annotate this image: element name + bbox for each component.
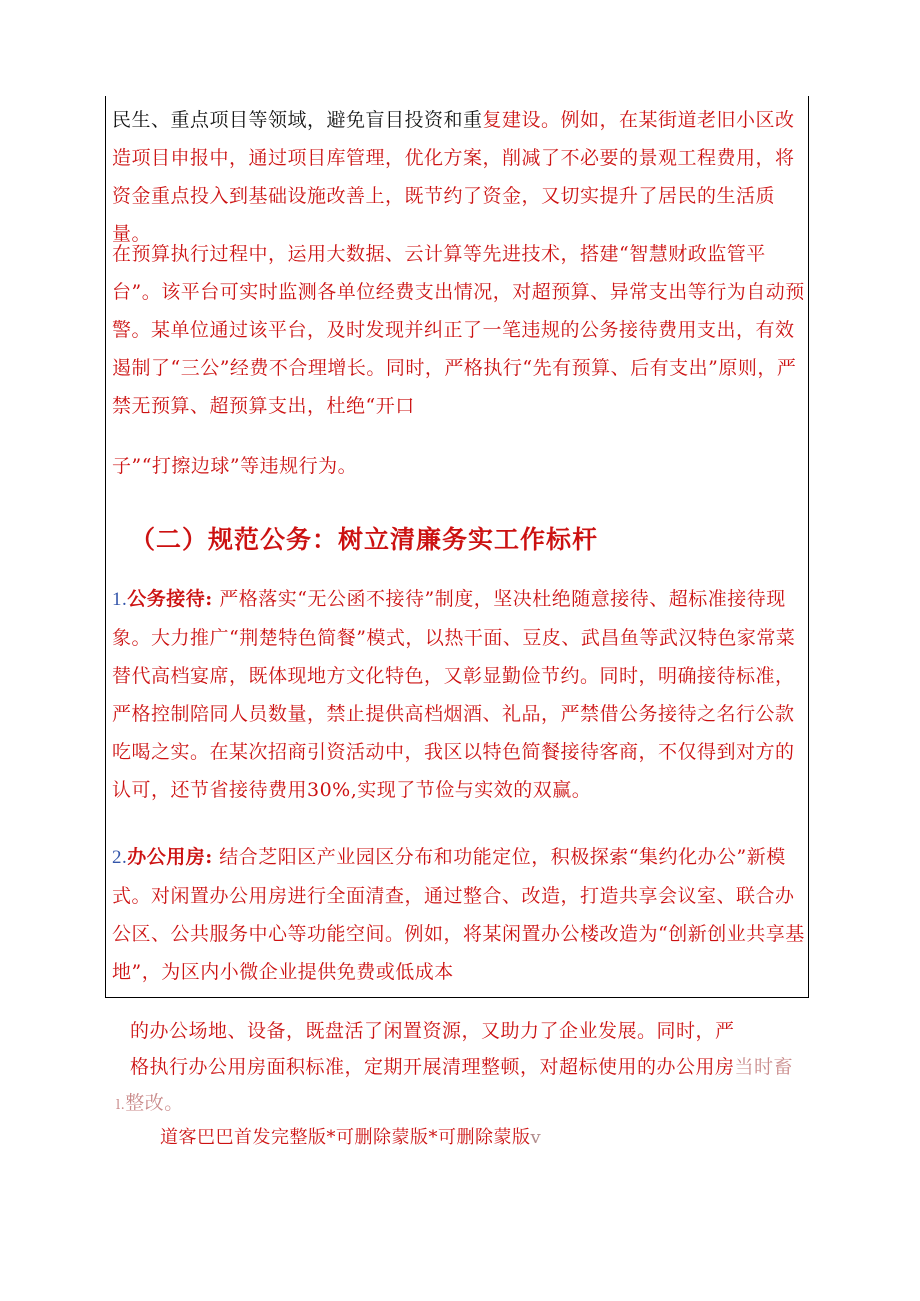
footer-end: v [530, 1127, 542, 1148]
paragraph-smart-finance [112, 235, 806, 425]
footer-text: 道客巴巴首发完整版*可删除蒙版*可删除蒙版 [160, 1127, 531, 1148]
paragraph-budget-projects [112, 101, 806, 253]
after-line3-faded: l. [116, 1098, 126, 1113]
item2-text: 结合芝阳区产业园区分布和功能定位，积极探索“集约化办公”新模式。对闲置办公用房进行全面清查，通过整合、改造，打造共享会议室、联合办公区、公共服务中心等功能空间。例如，将某闲置办公楼改造为“创新创业共享基地”，为区内小微企业提供免费或低成本 [112, 846, 805, 983]
after-line2-text: 格执行办公用房面积标准，定期开展清理整顿，对超标使用的办公用房 [130, 1056, 735, 1078]
para1-red-text: 复建设。例如，在某街道老旧小区改造项目申报中，通过项目库管理，优化方案，削减了不必要的景观工程费用，将资金重点投入到基础设施改善上，既节约了资金，又切实提升了居民的生活质量。 [112, 109, 795, 245]
after-line3-text: 整改。 [125, 1092, 184, 1114]
section-heading: （二）规范公务：树立清廉务实工作标杆 [130, 525, 599, 554]
item1-number: 1 [112, 589, 122, 610]
after-line-2 [130, 1048, 810, 1086]
para2-text: 在预算执行过程中，运用大数据、云计算等先进技术，搭建“智慧财政监管平台”。该平台可实时监测各单位经费支出情况，对超预算、异常支出等行为自动预警。某单位通过该平台，及时发现并纠正了一笔违规的公务接待费用支出，有效遏制了“三公”经费不合理增长。同时，严格执行“先有预算、后有支出”原则，严禁无预算、超预算支出，杜绝“开口 [112, 243, 805, 417]
item1-text: 严格落实“无公函不接待”制度，坚决杜绝随意接待、超标准接待现象。大力推广“荆楚特色简餐”模式，以热干面、豆皮、武昌鱼等武汉特色家常菜替代高档宴席，既体现地方文化特色，又彰显勤俭节约。同时，明确接待标准，严格控制陪同人员数量，禁止提供高档烟酒、礼品，严禁借公务接待之名行公款吃喝之实。在某次招商引资活动中，我区以特色简餐接待客商，不仅得到对方的认可，还节省接待费用30%,实现了节俭与实效的双赢。 [112, 588, 796, 801]
item1-title: 公务接待: [127, 588, 213, 610]
after-line2-faded: 当时畜 [734, 1056, 794, 1078]
list-item-office-space: 2.办公用房: 结合芝阳区产业园区分布和功能定位，积极探索“集约化办公”新模式。对闲置办公用房进行全面清查，通过整合、改造，打造共享会议室、联合办公区、公共服务中心等功能空间。例如，将某闲置办公楼改造为“创新创业共享基地”，为区内小微企业提供免费或低成本 [112, 846, 805, 983]
watermark-footer [160, 1122, 541, 1154]
para2-end-text: 子”“打擦边球”等违规行为。 [112, 455, 358, 477]
after-line-3 [116, 1084, 796, 1125]
list-item-reception: 1.公务接待: 严格落实“无公函不接待”制度，坚决杜绝随意接待、超标准接待现象。大力推广“荆楚特色简餐”模式，以热干面、豆皮、武昌鱼等武汉特色家常菜替代高档宴席，既体现地方文化特色，又彰显勤俭节约。同时，明确接待标准，严格控制陪同人员数量，禁止提供高档烟酒、礼品，严禁借公务接待之名行公款吃喝之实。在某次招商引资活动中，我区以特色简餐接待客商，不仅得到对方的认可，还节省接待费用30%,实现了节俭与实效的双赢。 [112, 588, 796, 801]
after-line-1 [130, 1012, 810, 1050]
item2-title: 办公用房: [127, 846, 213, 868]
para1-black-text: 民生、重点项目等领域，避免盲目投资和重 [112, 109, 483, 131]
paragraph-smart-finance-end [112, 447, 806, 485]
item2-number: 2 [112, 847, 122, 868]
after-line1-text: 的办公场地、设备，既盘活了闲置资源，又助力了企业发展。同时，严 [130, 1020, 735, 1042]
